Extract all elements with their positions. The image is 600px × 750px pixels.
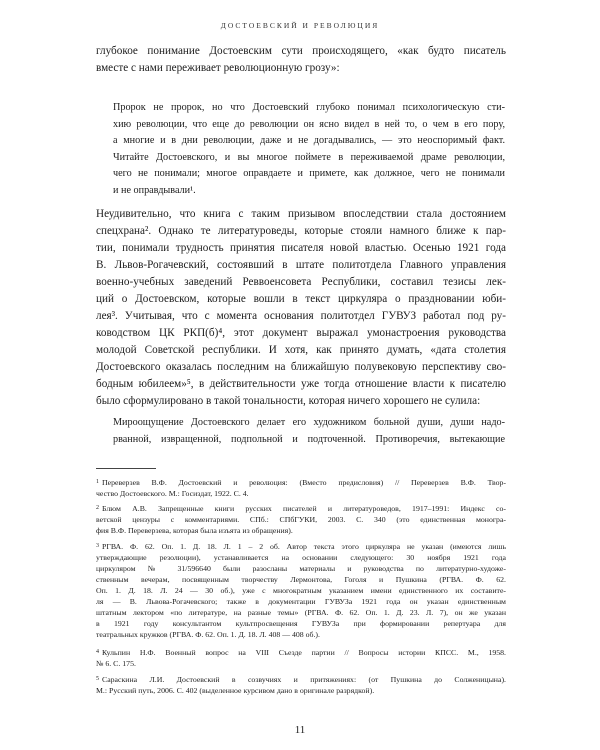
footnote-line: в 1921 году консультантом культпросвещения ГУВУЗа при формировании репертуара для [96, 619, 506, 628]
text-line: Неудивительно, что книга с таким призывом впоследствии стала достоянием [96, 208, 506, 220]
page-number: 11 [294, 724, 306, 736]
text-line: было сформулировано в такой тональности, которая ничего хорошего не сулила: [96, 395, 481, 407]
footnote-line [96, 477, 506, 488]
footnote-mark: 1 [96, 479, 99, 485]
text-line: спецхрана². Однако те литературоведы, которые стояли намного ближе к пар- [96, 225, 506, 237]
text-line: Достоевского оказалась последним на ближайшую полувековую перспективу сво- [96, 361, 506, 373]
footnote-line [96, 541, 506, 552]
running-head: ДОСТОЕВСКИЙ И РЕВОЛЮЦИЯ [220, 21, 380, 30]
footnote-text: Переверзев В.Ф. Достоевский и революция: (Вместо предисловия) // Переверзев В.Ф. Твор- [102, 478, 506, 487]
footnote-text: РГВА. Ф. 62. Оп. 1. Д. 18. Л. 1 – 2 об. Автор текста этого циркуляра не указан (имеются лишь [102, 542, 506, 551]
block-quote-1 [113, 100, 505, 199]
footnote-line: ветской цензуры с комментариями. СПб.: СПбГУКИ, 2003. С. 340 (это единственная моногра- [96, 515, 506, 524]
quote-line: и не оправдывали¹. [113, 184, 196, 196]
footnote-line: М.: Русский путь, 2006. С. 402 (выделенное курсивом дано в оригинале разрядкой). [96, 686, 375, 695]
text-line: ководством ЦК РКП(б)⁴, этот документ выражал умонастроения руководства [96, 327, 506, 339]
text-line: молодой Советской республики. И хотя, как принято думать, «дата столетия [96, 344, 506, 356]
quote-line: а многие и в дни революции, даже и не догадывались, — это неоспоримый факт. [113, 135, 505, 146]
footnote-2 [96, 503, 506, 536]
footnote-mark: 4 [96, 649, 99, 655]
quote-line: Мироощущение Достоевского делает его художником больной души, души надо- [113, 417, 505, 428]
footnote-line [96, 503, 506, 514]
text-line: тии, понимали трудность принятия писателя новой властью. Осенью 1921 года [96, 242, 506, 254]
quote-line: рванной, извращенной, подпольной и подточенной. Противоречия, вытекающие [113, 433, 505, 445]
footnote-mark: 2 [96, 505, 99, 511]
footnote-1 [96, 477, 506, 499]
body-paragraph [96, 206, 506, 410]
text-line: В. Львов-Рогачевский, состоявший в штате политотдела Главного управления [96, 259, 506, 271]
text-line: лея³. Учитывая, что с момента основания политотдел ГУВУЗ работал под ру- [96, 310, 506, 322]
footnote-line: № 6. С. 175. [96, 659, 136, 668]
block-quote-2 [113, 415, 505, 448]
quote-line: Читайте Достоевского, и вы многое поймете в переживаемой драме революции, [113, 151, 505, 163]
footnote-line: утверждающие резолюции), устанавливается на основании следующего: 30 ноября 1921 года [96, 553, 506, 562]
footnote-line: ля — В. Львова-Рогачевского; также в документации ГУВУЗа 1921 года он указан единственным [96, 597, 506, 606]
footnote-text: Кульпин Н.Ф. Военный вопрос на VIII Съезде партии // Вопросы истории КПСС. М., 1958. [102, 648, 506, 657]
footnote-line: чество Достоевского. М.: Госиздат, 1922. С. 4. [96, 489, 249, 498]
footnote-line: театральных кружков (РГВА. Ф. 62. Оп. 1. Д. 18. Л. 408 — 408 об.). [96, 630, 320, 639]
footnote-text: Блюм А.В. Запрещенные книги русских писателей и литературоведов, 1917–1991: Индекс со- [102, 504, 506, 513]
footnote-line [96, 674, 506, 685]
footnote-mark: 3 [96, 543, 99, 549]
quote-line: хию революции, что еще до революции он ясно видел в ней то, о чем в его пору, [113, 118, 505, 130]
footnote-divider [96, 468, 156, 469]
intro-paragraph [96, 43, 506, 77]
text-line: глубокое понимание Достоевским сути происходящего, «как будто писатель [96, 45, 506, 57]
footnote-line: Оп. 1. Д. 18. Л. 24 — 30 об.), уже с многократным указанием имени единственного их составите- [96, 586, 506, 595]
footnote-line: фия В.Ф. Переверзева, которая была изъята из обращения). [96, 526, 293, 535]
footnote-line: ственным вечерам, посвященным творчеству Лермонтова, Гоголя и Пушкина (РГВА. Ф. 62. [96, 575, 506, 584]
footnote-line: штатным лектором «по литературе, на разные темы» (РГВА. Ф. 62. Оп. 1. Д. 23. Л. 7), он же указан [96, 608, 506, 617]
text-line: военно-учебных заведений Реввоенсовета Республики, составил тезисы лек- [96, 276, 506, 288]
quote-line: Пророк не пророк, но что Достоевский глубоко понимал психологическую сти- [113, 102, 505, 113]
quote-line: чего не понимали; многое оправдаете и примете, как должное, чего не понимали [113, 168, 505, 179]
footnote-line [96, 647, 506, 658]
text-line: бодным юбилеем»⁵, в действительности уже тогда отношение власти к писателю [96, 378, 506, 390]
footnote-5 [96, 674, 506, 696]
footnote-text: Сараскина Л.И. Достоевский в созвучиях и притяжениях: (от Пушкина до Солженицына). [102, 675, 506, 684]
footnote-3 [96, 541, 506, 640]
footnote-line: циркуляром № 31/596640 были разосланы материалы и руководства по литературно-художе- [96, 564, 506, 573]
text-line: вместе с нами переживает революционную грозу»: [96, 62, 340, 74]
footnote-mark: 5 [96, 676, 99, 682]
footnote-4 [96, 647, 506, 669]
text-line: ций о Достоевском, которые вошли в текст циркуляра о праздновании юби- [96, 293, 506, 305]
